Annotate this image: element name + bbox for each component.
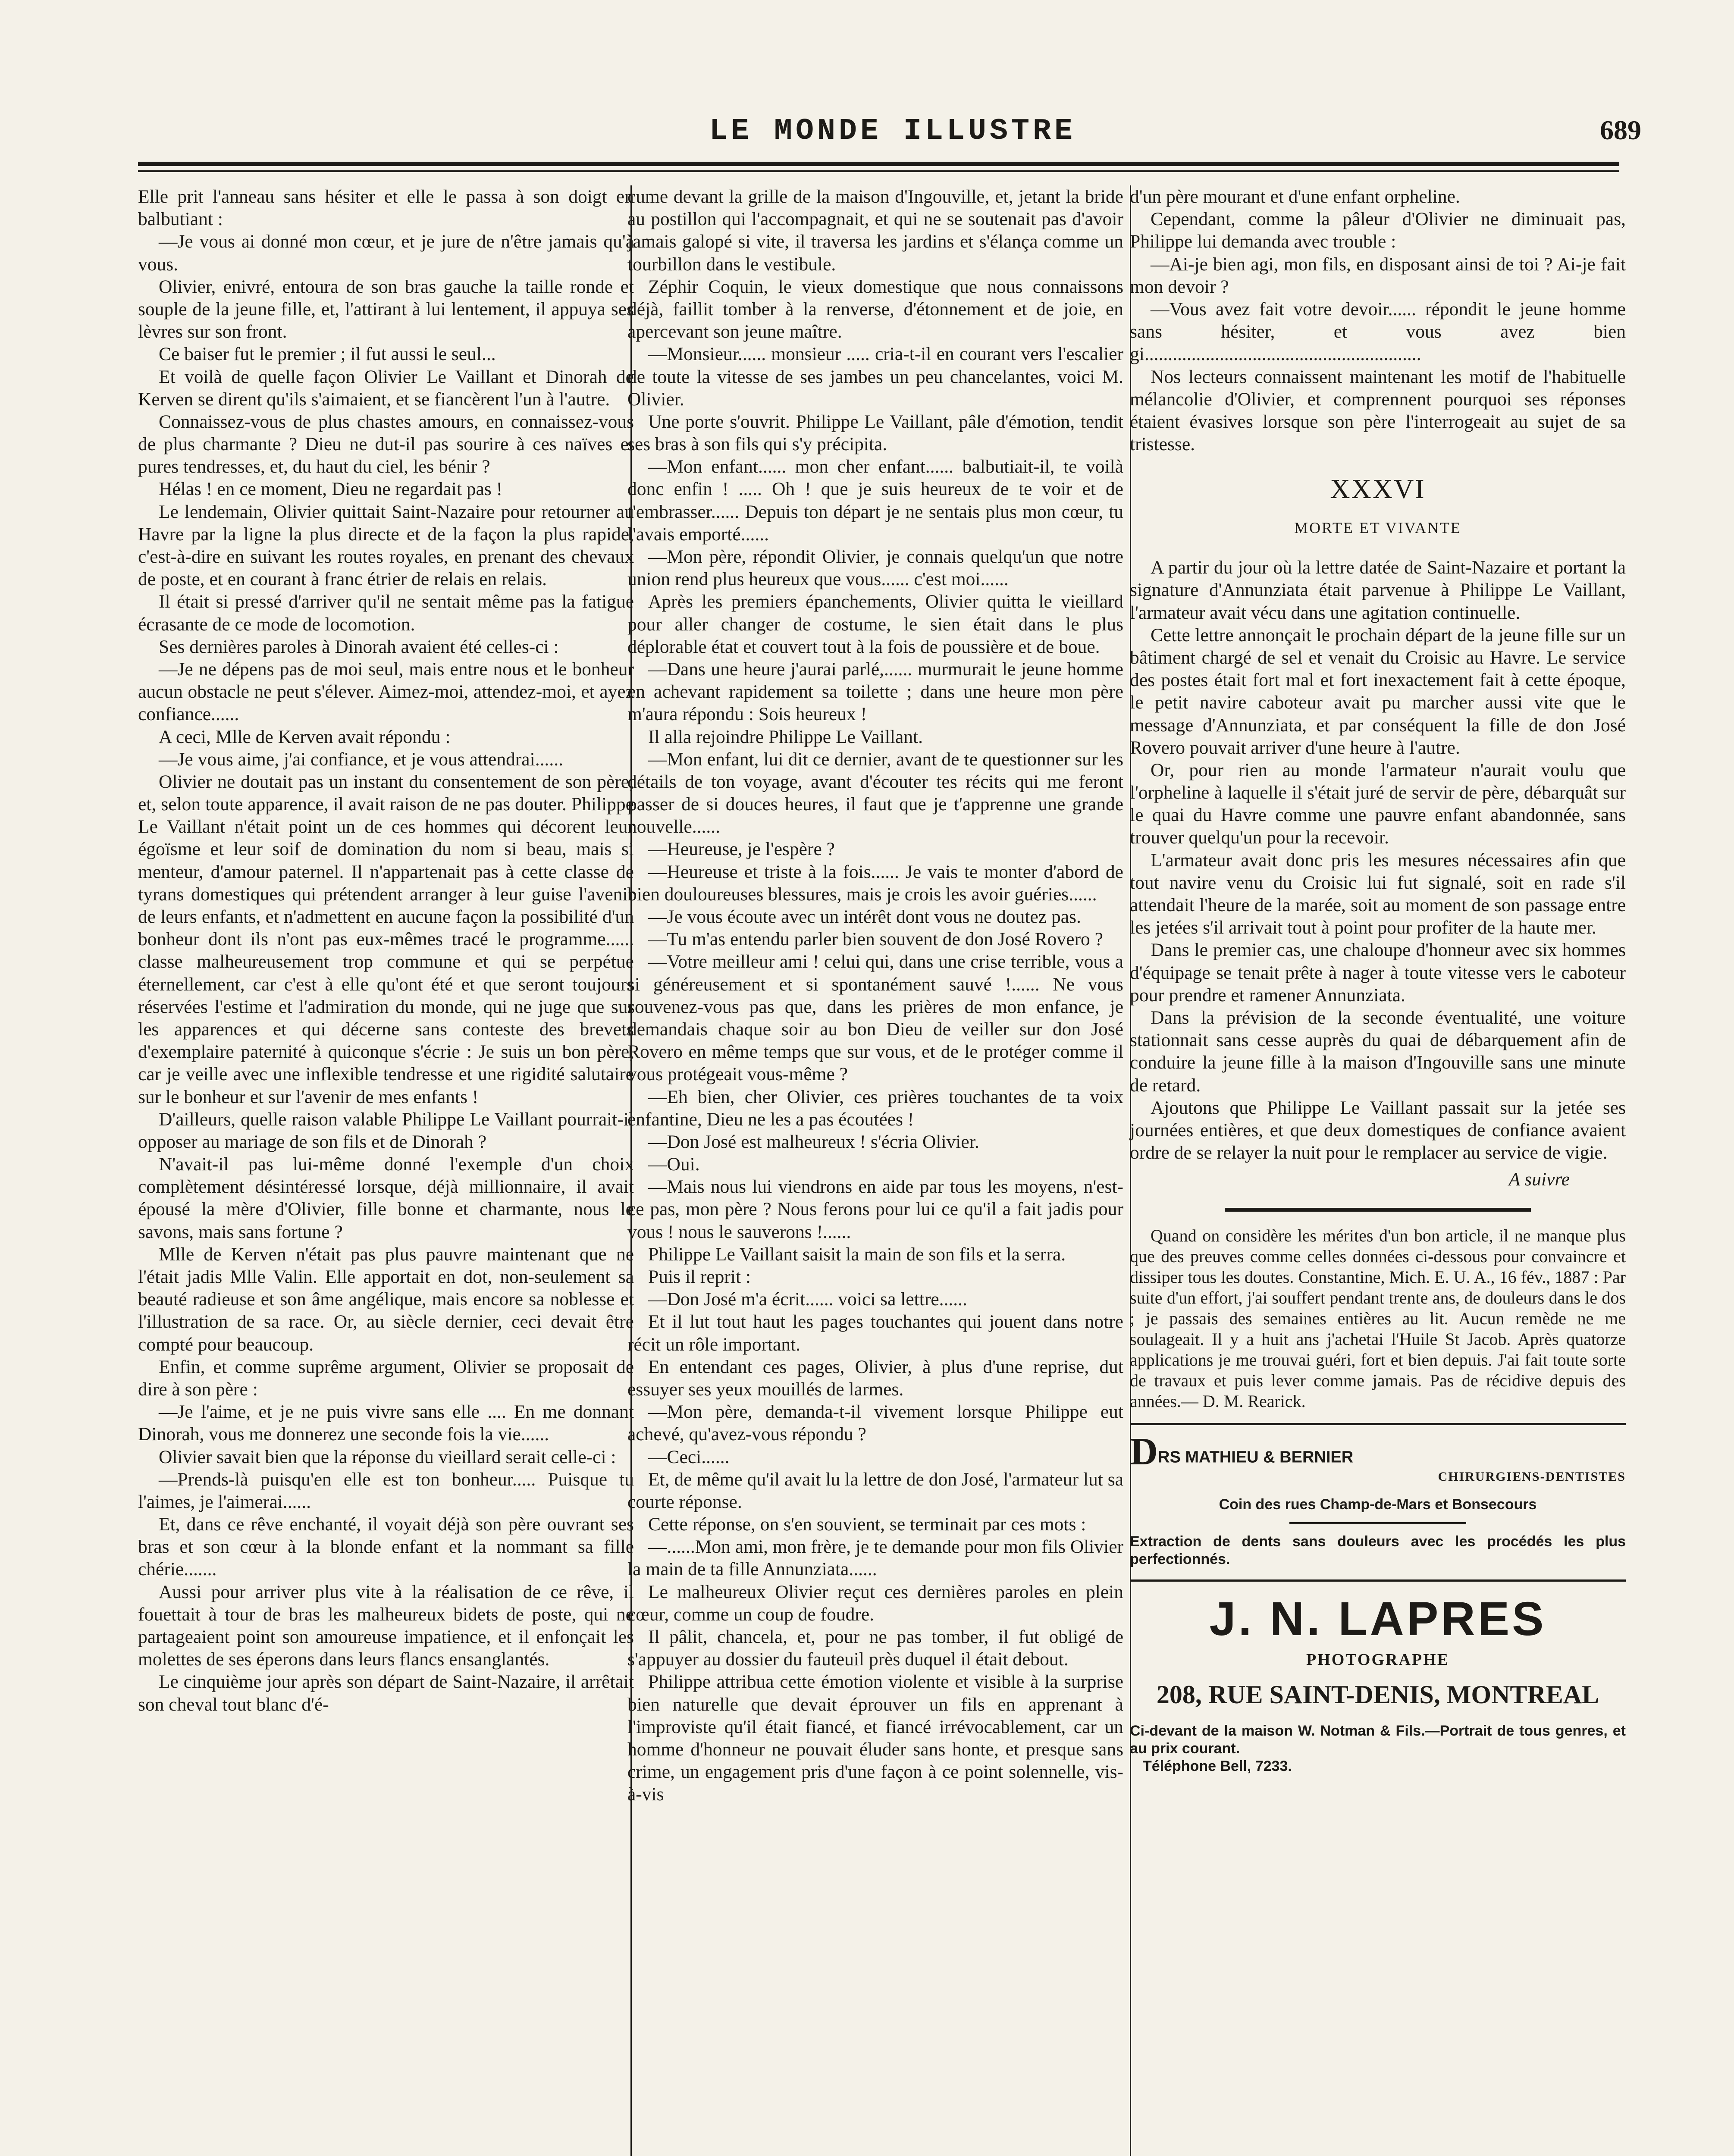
paragraph: —Heureuse et triste à la fois...... Je vais te monter d'abord de bien douloureuses blessures, mais je crois les avoir guéries...... xyxy=(627,861,1123,905)
dentist-location: Coin des rues Champ-de-Mars et Bonsecours xyxy=(1219,1496,1537,1513)
paragraph: —Prends-là puisqu'en elle est ton bonheur..... Puisque tu l'aimes, je l'aimerai...... xyxy=(138,1469,634,1512)
paragraph: A partir du jour où la lettre datée de Saint-Nazaire et portant la signature d'Annunziata était parvenue à Philippe Le Vaillant, l'armateur avait vécu dans une agitation continuelle. xyxy=(1130,557,1626,623)
paragraph: Et, dans ce rêve enchanté, il voyait déjà son père ouvrant ses bras et son cœur à la blonde enfant et la nommant sa fille chérie....... xyxy=(138,1514,634,1580)
paragraph: —Mais nous lui viendrons en aide par tous les moyens, n'est-ce pas, mon père ? Nous ferons pour lui ce qu'il a fait jadis pour vous ! nous le sauverons !...... xyxy=(627,1176,1123,1242)
photographer-ad xyxy=(1130,1593,1626,1775)
paragraph: Cette lettre annonçait le prochain départ de la jeune fille sur un bâtiment chargé de sel et venait du Croisic au Havre. Le service des postes était fort mal et fort inexactement fait à cette époque, le petit navire caboteur avait pu marcher aussi vite que le message d'Annunziata, et par conséquent la fille de don José Rovero pouvait arriver d'une heure à l'autre. xyxy=(1130,624,1626,758)
paragraph: Olivier, enivré, entoura de son bras gauche la taille ronde et souple de la jeune fille, et, l'attirant à lui lentement, il appuya ses lèvres sur son front. xyxy=(138,276,634,342)
paragraph: —Je vous ai donné mon cœur, et je jure de n'être jamais qu'à vous. xyxy=(138,231,634,275)
paragraph: —Mon enfant...... mon cher enfant...... balbutiait-il, te voilà donc enfin ! ..... Oh ! que je suis heureux de te voir et de t'embrasser...... Depuis ton départ je ne sentais plus mon cœur, tu l'avais emporté...... xyxy=(627,456,1123,545)
dentist-separator xyxy=(1289,1522,1466,1524)
photographer-phone: Téléphone Bell, 7233. xyxy=(1143,1758,1292,1775)
chapter-text xyxy=(1130,556,1626,1164)
paragraph: —Monsieur...... monsieur ..... cria-t-il en courant vers l'escalier de toute la vitesse de ses jambes un peu chancelantes, voici M. Olivier. xyxy=(627,344,1123,410)
dentist-note: Extraction de dents sans douleurs avec les procédés les plus perfectionnés. xyxy=(1130,1533,1626,1568)
photographer-role: PHOTOGRAPHE xyxy=(1306,1650,1450,1669)
paragraph: N'avait-il pas lui-même donné l'exemple d'un choix complètement désintéressé lorsque, déjà millionnaire, il avait épousé la mère d'Olivier, fille bonne et charmante, nous le savons, mais sans fortune ? xyxy=(138,1154,634,1242)
paragraph: Et, de même qu'il avait lu la lettre de don José, l'armateur lut sa courte réponse. xyxy=(627,1469,1123,1512)
paragraph: —Je vous écoute avec un intérêt dont vous ne doutez pas. xyxy=(648,906,1081,927)
paragraph: En entendant ces pages, Olivier, à plus d'une reprise, dut essuyer ses yeux mouillés de larmes. xyxy=(627,1356,1123,1400)
dentist-profession: CHIRURGIENS-DENTISTES xyxy=(1438,1470,1626,1484)
paragraph: Le cinquième jour après son départ de Saint-Nazaire, il arrêtait son cheval tout blanc d'é- xyxy=(138,1671,634,1715)
paragraph: Elle prit l'anneau sans hésiter et elle le passa à son doigt en balbutiant : xyxy=(138,186,634,230)
photographer-name: J. N. LAPRES xyxy=(1209,1592,1546,1645)
paragraph: —Je ne dépens pas de moi seul, mais entre nous et le bonheur aucun obstacle ne peut s'élever. Aimez-moi, attendez-moi, et ayez confiance...... xyxy=(138,658,634,725)
paragraph: Le malheureux Olivier reçut ces dernières paroles en plein cœur, comme un coup de foudre. xyxy=(627,1581,1123,1625)
paragraph: —Don José m'a écrit...... voici sa lettre...... xyxy=(648,1289,967,1310)
paragraph: Or, pour rien au monde l'armateur n'aurait voulu que l'orpheline à laquelle il s'était juré de servir de père, débarquât sur le quai du Havre comme une pauvre enfant abandonnée, sans trouver quelqu'un pour la recevoir. xyxy=(1130,759,1626,848)
paragraph: —Oui. xyxy=(648,1154,700,1175)
paragraph: Il pâlit, chancela, et, pour ne pas tomber, il fut obligé de s'appuyer au dossier du fauteuil près duquel il était debout. xyxy=(627,1626,1123,1670)
paragraph: L'armateur avait donc pris les mesures nécessaires afin que tout navire venu du Croisic lui fut signalé, soit en rade s'il attendait l'heure de la marée, soit au moment de son passage entre les jetées s'il arrivait tout à point pour profiter de la haute mer. xyxy=(1130,849,1626,938)
paragraph: Après les premiers épanchements, Olivier quitta le vieillard pour aller changer de costume, le sien était dans le plus déplorable état et couvert tout à la fois de poussière et de boue. xyxy=(627,591,1123,657)
article-continuation xyxy=(1130,185,1626,455)
chapter-title: MORTE ET VIVANTE xyxy=(1294,519,1461,537)
paragraph: Ce baiser fut le premier ; il fut aussi le seul... xyxy=(159,344,496,365)
paragraph: Cette réponse, on s'en souvient, se terminait par ces mots : xyxy=(648,1514,1086,1535)
paragraph: Enfin, et comme suprême argument, Olivier se proposait de dire à son père : xyxy=(138,1356,634,1400)
paragraph: —Ceci...... xyxy=(648,1446,730,1467)
paragraph: Il était si pressé d'arriver qu'il ne sentait même pas la fatigue écrasante de ce mode de locomotion. xyxy=(138,591,634,635)
paragraph: —Mon père, répondit Olivier, je connais quelqu'un que notre union rend plus heureux que vous...... c'est moi...... xyxy=(627,546,1123,590)
paragraph: —Votre meilleur ami ! celui qui, dans une crise terrible, vous a si généreusement et si spontanément sauvé !...... Ne vous souvenez-vous pas que, dans les prières de mon enfance, je demandais chaque soir au bon Dieu de veiller sur don José Rovero en même temps que sur vous, et de le protéger comme il vous protégeait vous-même ? xyxy=(627,951,1123,1085)
paragraph: —Vous avez fait votre devoir...... répondit le jeune homme sans hésiter, et vous avez bien gi........................................................... xyxy=(1130,298,1626,365)
paragraph: Philippe Le Vaillant saisit la main de son fils et la serra. xyxy=(648,1244,1066,1265)
photographer-address: 208, RUE SAINT-DENIS, MONTREAL xyxy=(1156,1680,1599,1709)
paragraph: A ceci, Mlle de Kerven avait répondu : xyxy=(159,726,451,747)
paragraph: Philippe attribua cette émotion violente et visible à la surprise bien naturelle que devait éprouver un fils en apprenant à l'improviste qu'il était fiancé, et fiancé irrévocablement, car un homme d'honneur ne pouvait éluder sans honte, et presque sans crime, un engagement pris d'une façon à ce point solennelle, vis-à-vis xyxy=(627,1671,1123,1805)
paragraph: Cependant, comme la pâleur d'Olivier ne diminuait pas, Philippe lui demanda avec trouble : xyxy=(1130,209,1626,252)
paragraph: Il alla rejoindre Philippe Le Vaillant. xyxy=(648,726,923,747)
paragraph: —Eh bien, cher Olivier, ces prières touchantes de ta voix enfantine, Dieu ne les a pas écoutées ! xyxy=(627,1086,1123,1130)
paragraph: —Ai-je bien agi, mon fils, en disposant ainsi de toi ? Ai-je fait mon devoir ? xyxy=(1130,254,1626,297)
paragraph: —Je vous aime, j'ai confiance, et je vous attendrai...... xyxy=(159,749,563,770)
paragraph: Aussi pour arriver plus vite à la réalisation de ce rêve, il fouettait à tour de bras les malheureux bidets de poste, qui ne partageaient point son amoureuse impatience, et il enfonçait les molettes de ses éperons dans leurs flancs ensanglantés. xyxy=(138,1581,634,1670)
paragraph: —Mon enfant, lui dit ce dernier, avant de te questionner sur les détails de ton voyage, avant d'écouter tes récits qui me feront passer de si douces heures, il faut que je t'apprenne une grande nouvelle...... xyxy=(627,749,1123,837)
paragraph: Connaissez-vous de plus chastes amours, en connaissez-vous de plus charmante ? Dieu ne dut-il pas sourire à ces naïves et pures tendresses, et, du haut du ciel, les bénir ? xyxy=(138,411,634,477)
paragraph: D'ailleurs, quelle raison valable Philippe Le Vaillant pourrait-il opposer au mariage de son fils et de Dinorah ? xyxy=(138,1109,634,1152)
testimonial-text: Quand on considère les mérites d'un bon article, il ne manque plus que des preuves comme celles données ci-dessous pour convaincre et dissiper tous les doutes. Constantine, Mich. E. U. A., 16 fév., 1887 : Par suite d'un effort, j'ai souffert pendant trente ans, de douleurs dans le dos ; je passais des semaines entières au lit. Aucun remède ne me soulageait. Il y a huit ans j'achetai l'Huile St Jacob. Après quatorze applications je me trouvai guéri, fort et bien depuis. J'ai fait toute sorte de travaux et puis lever comme jamais. Pas de récidive depuis des années.— D. M. Rearick. xyxy=(1130,1226,1626,1411)
paragraph: cume devant la grille de la maison d'Ingouville, et, jetant la bride au postillon qui l'accompagnait, et qui ne se soutenait pas d'avoir jamais galopé si vite, il traversa les jardins et s'élança comme un tourbillon dans le vestibule. xyxy=(627,186,1123,275)
paragraph: Ses dernières paroles à Dinorah avaient été celles-ci : xyxy=(159,636,559,657)
article-column-1 xyxy=(138,185,634,1716)
paragraph: —Tu m'as entendu parler bien souvent de don José Rovero ? xyxy=(648,929,1103,950)
dentist-name-text: RS MATHIEU & BERNIER xyxy=(1158,1448,1354,1467)
paragraph: Dans la prévision de la seconde éventualité, une voiture stationnait sans cesse auprès du quai de débarquement afin de conduire la jeune fille à la maison d'Ingouville sans une minute de retard. xyxy=(1130,1007,1626,1096)
paragraph: Une porte s'ouvrit. Philippe Le Vaillant, pâle d'émotion, tendit ses bras à son fils qui s'y précipita. xyxy=(627,411,1123,455)
header-rule-thin xyxy=(138,170,1619,172)
photographer-note-line-1: Ci-devant de la maison W. Notman & Fils.—Portrait de tous genres, et au prix courant. xyxy=(1130,1723,1626,1757)
dentist-name xyxy=(1130,1430,1626,1473)
paragraph: Mlle de Kerven n'était pas plus pauvre maintenant que ne l'était jadis Mlle Valin. Elle apportait en dot, non-seulement sa beauté radieuse et son âme angélique, mais encore sa noblesse et l'illustration de sa race. Or, au siècle dernier, ceci devait être compté pour beaucoup. xyxy=(138,1244,634,1355)
paragraph: —Dans une heure j'aurai parlé,...... murmurait le jeune homme en achevant rapidement sa toilette ; dans une heure mon père m'aura répondu : Sois heureux ! xyxy=(627,658,1123,725)
paragraph: Et voilà de quelle façon Olivier Le Vaillant et Dinorah de Kerven se dirent qu'ils s'aimaient, et se fiancèrent l'un à l'autre. xyxy=(138,366,634,410)
section-separator xyxy=(1225,1208,1531,1212)
paragraph: —Don José est malheureux ! s'écria Olivier. xyxy=(648,1131,979,1152)
chapter-number: XXXVI xyxy=(1330,473,1426,505)
paragraph: Le lendemain, Olivier quittait Saint-Nazaire pour retourner au Havre par la ligne la plus directe et de la façon la plus rapide, c'est-à-dire en suivant les routes royales, en prenant des chevaux de poste, et en courant à franc étrier de relais en relais. xyxy=(138,501,634,590)
newspaper-title: LE MONDE ILLUSTRE xyxy=(709,114,1076,148)
paragraph: Nos lecteurs connaissent maintenant les motif de l'habituelle mélancolie d'Olivier, et comprennent pourquoi ses réponses étaient évasives lorsque son père l'interrogeait au sujet de sa tristesse. xyxy=(1130,366,1626,455)
photographer-note xyxy=(1130,1722,1626,1775)
to-be-continued: A suivre xyxy=(1508,1169,1570,1190)
page-number: 689 xyxy=(1600,115,1641,145)
paragraph: —......Mon ami, mon frère, je te demande pour mon fils Olivier la main de ta fille Annunziata...... xyxy=(627,1536,1123,1580)
dentist-ad xyxy=(1130,1430,1626,1568)
ad-separator xyxy=(1130,1423,1626,1425)
paragraph: Olivier savait bien que la réponse du vieillard serait celle-ci : xyxy=(159,1446,616,1467)
ad-separator-2 xyxy=(1130,1579,1626,1582)
header-rule-thick xyxy=(138,162,1619,166)
paragraph: Hélas ! en ce moment, Dieu ne regardait pas ! xyxy=(159,479,503,500)
paragraph: —Heureuse, je l'espère ? xyxy=(648,839,835,860)
paragraph: Olivier ne doutait pas un instant du consentement de son père, et, selon toute apparence, il avait raison de ne pas douter. Philippe Le Vaillant n'était point un de ces hommes qui décorent leur égoïsme et leur soif de domination du nom si beau, mais si menteur, d'amour paternel. Il n'appartenait pas à cette classe de tyrans domestiques qui prétendent arranger à leur guise l'avenir de leurs enfants, et n'admettent en aucune façon la possibilité d'un bonheur dont ils n'ont pas eux-mêmes tracé le programme...... classe malheureusement trop commune et qui se perpétue éternellement, car c'est à elle qu'ont été et que seront toujours réservées l'estime et l'admiration du monde, qui ne juge que sur les apparences et qui décerne sans conteste des brevets d'exemplaire paternité à quiconque s'écrie : Je suis un bon père, car je veille avec une inflexible tendresse et une rigidité salutaire sur le bonheur et sur l'avenir de mes enfants ! xyxy=(138,771,634,1107)
paragraph: Puis il reprit : xyxy=(648,1266,751,1287)
article-column-2 xyxy=(627,185,1123,1806)
paragraph: Ajoutons que Philippe Le Vaillant passait sur la jetée ses journées entières, et que deux domestiques de confiance avaient ordre de se relayer la nuit pour le remplacer au service de vigie. xyxy=(1130,1097,1626,1163)
testimonial-ad xyxy=(1130,1225,1626,1412)
drop-cap: D xyxy=(1130,1430,1158,1473)
paragraph: —Je l'aime, et je ne puis vivre sans elle .... En me donnant Dinorah, vous me donnerez une seconde fois la vie...... xyxy=(138,1401,634,1445)
paragraph: Et il lut tout haut les pages touchantes qui jouent dans notre récit un rôle important. xyxy=(627,1311,1123,1355)
article-column-3 xyxy=(1130,185,1626,1775)
paragraph: Dans le premier cas, une chaloupe d'honneur avec six hommes d'équipage se tenait prête à nager à toute vitesse vers le caboteur pour prendre et ramener Annunziata. xyxy=(1130,940,1626,1006)
paragraph: d'un père mourant et d'une enfant orpheline. xyxy=(1130,186,1460,207)
paragraph: Zéphir Coquin, le vieux domestique que nous connaissons déjà, faillit tomber à la renverse, d'étonnement et de joie, en apercevant son jeune maître. xyxy=(627,276,1123,342)
paragraph: —Mon père, demanda-t-il vivement lorsque Philippe eut achevé, qu'avez-vous répondu ? xyxy=(627,1401,1123,1445)
